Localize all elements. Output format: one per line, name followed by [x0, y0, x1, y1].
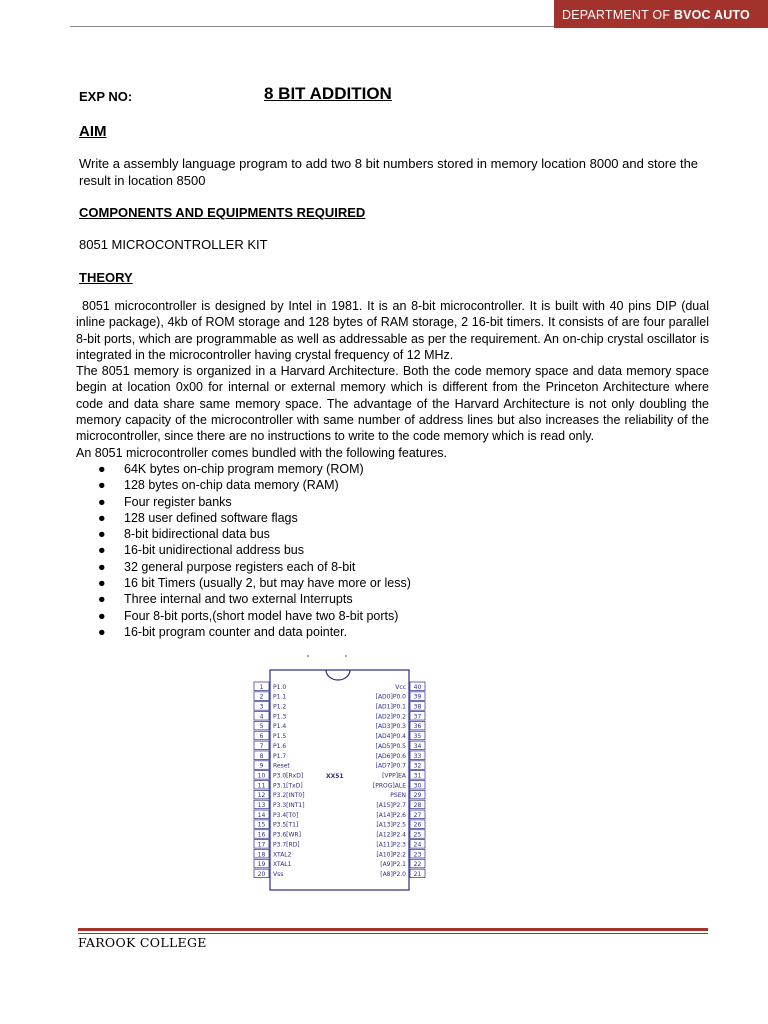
pin-number: 30: [413, 782, 422, 790]
bullet-icon: ●: [98, 624, 106, 639]
pin-number: 33: [413, 752, 422, 760]
feature-item: [98, 624, 411, 640]
footer-college: FAROOK COLLEGE: [78, 935, 207, 950]
pin-number: 7: [259, 742, 264, 750]
feature-item: [98, 591, 411, 607]
pin-name: P3.6[WR]: [273, 831, 301, 839]
pin-name: Vcc: [395, 683, 406, 691]
theory-paragraph-1: 8051 microcontroller is designed by Intel in 1981. It is an 8-bit microcontroller. It is built with 40 pins DIP (dual inline package), 4kb of ROM storage and 128 bytes of RAM storage, 2 16-bit timers. It consists of are four parallel 8-bit ports, which are programmable as well as addressable as per the requirement. An on-chip crystal oscillator is integrated in the microcontroller having crystal frequency of 12 MHz.: [76, 299, 709, 362]
pin-name: P3.0[RxD]: [273, 772, 304, 780]
pin-name: P3.1[TxD]: [273, 782, 303, 790]
pin-number: 40: [413, 683, 422, 691]
pin-number: 6: [259, 733, 264, 741]
bullet-icon: ●: [98, 608, 106, 623]
footer-rule-thin: [78, 933, 708, 934]
pin-name: P3.2[INT0]: [273, 792, 305, 800]
pin-number: 26: [413, 821, 422, 829]
feature-item: [98, 477, 411, 493]
pin-name: P3.7[RD]: [273, 841, 300, 849]
department-banner: [554, 0, 768, 28]
feature-text: 16-bit program counter and data pointer.: [124, 624, 348, 639]
pin-name: [AD6]P0.6: [375, 752, 406, 760]
pin-number: 8: [259, 752, 264, 760]
pin-number: 20: [257, 870, 266, 878]
pin-number: 22: [413, 861, 422, 869]
bullet-icon: ●: [98, 527, 106, 542]
feature-text: 128 bytes on-chip data memory (RAM): [124, 478, 339, 493]
pin-number: 24: [413, 841, 422, 849]
pin-name: P3.5[T1]: [273, 821, 299, 829]
pin-number: 31: [413, 772, 422, 780]
bullet-icon: ●: [98, 494, 106, 509]
pin-number: 27: [413, 811, 422, 819]
pin-number: 13: [257, 802, 266, 809]
pin-number: 9: [259, 762, 264, 770]
bullet-icon: ●: [98, 462, 106, 476]
pin-number: 32: [413, 762, 422, 770]
pin-name: [PROG]ALE: [372, 782, 406, 790]
feature-item: [98, 461, 411, 477]
pin-name: [A14]P2.6: [376, 811, 406, 819]
feature-item: [98, 526, 411, 542]
pin-name: [A10]P2.2: [376, 851, 406, 859]
pin-number: 1: [259, 683, 264, 691]
department-prefix: DEPARTMENT OF: [562, 8, 671, 22]
components-heading: COMPONENTS AND EQUIPMENTS REQUIRED: [79, 205, 366, 220]
pin-name: P1.2: [273, 703, 287, 711]
pin-name: [A12]P2.4: [376, 831, 406, 839]
pin-name: Vss: [273, 870, 284, 878]
feature-item: [98, 494, 411, 510]
pin-number: 3: [259, 703, 264, 711]
pin-name: P1.4: [273, 723, 287, 731]
feature-text: 16 bit Timers (usually 2, but may have more or less): [124, 576, 411, 591]
pin-number: 4: [259, 713, 264, 721]
pin-number: 21: [413, 870, 422, 878]
feature-text: 32 general purpose registers each of 8-bit: [124, 559, 356, 574]
feature-item: [98, 542, 411, 558]
feature-text: 8-bit bidirectional data bus: [124, 527, 270, 542]
pin-number: 2: [259, 693, 264, 701]
feature-item: [98, 575, 411, 591]
pin-name: XTAL2: [273, 851, 292, 859]
pin-name: PSEN: [390, 792, 406, 800]
pin-name: P1.1: [273, 693, 287, 701]
pin-name: P3.3[INT1]: [273, 802, 305, 809]
pin-number: 19: [257, 861, 266, 869]
components-item: 8051 MICROCONTROLLER KIT: [79, 237, 268, 252]
feature-text: Three internal and two external Interrupts: [124, 592, 353, 607]
theory-paragraph-2: The 8051 memory is organized in a Harvard Architecture. Both the code memory space and data memory space begin at location 0x00 for internal or external memory which is different from the Princeton Architecture where code and data share same memory space. The advantage of the Harvard Architecture is not only doubling the memory capacity of the microcontroller with same number of address lines but also increases the reliability of the microcontroller, since there are no instructions to write to the code memory which is read only.: [76, 364, 709, 444]
bullet-icon: ●: [98, 592, 106, 607]
pin-number: 12: [257, 792, 266, 800]
pin-number: 16: [257, 831, 266, 839]
pin-number: 25: [413, 831, 422, 839]
pin-name: [AD0]P0.0: [375, 693, 406, 701]
feature-item: [98, 608, 411, 624]
pin-name: [AD2]P0.2: [375, 713, 406, 721]
pin-name: [A13]P2.5: [376, 821, 406, 829]
feature-text: Four 8-bit ports,(short model have two 8-bit ports): [124, 608, 399, 623]
pin-number: 29: [413, 792, 422, 800]
pin-name: P1.5: [273, 733, 287, 741]
pin-name: [AD1]P0.1: [375, 703, 406, 711]
pin-number: 11: [257, 782, 266, 790]
feature-text: 128 user defined software flags: [124, 510, 298, 525]
pin-name: Reset: [273, 762, 290, 770]
pin-number: 35: [413, 733, 422, 741]
pin-name: [A15]P2.7: [376, 802, 406, 809]
pin-name: [AD5]P0.5: [375, 742, 406, 750]
department-name: BVOC AUTO: [673, 8, 750, 22]
theory-paragraph-3: An 8051 microcontroller comes bundled with the following features.: [76, 445, 448, 460]
bullet-icon: ●: [98, 576, 106, 591]
theory-body: [76, 298, 709, 461]
pin-number: 38: [413, 703, 422, 711]
bullet-icon: ●: [98, 543, 106, 558]
feature-item: [98, 559, 411, 575]
footer-rule: [78, 928, 708, 931]
pin-name: [A9]P2.1: [380, 861, 406, 869]
pin-number: 15: [257, 821, 266, 829]
pin-number: 17: [257, 841, 266, 849]
pin-name: P1.3: [273, 713, 287, 721]
pin-number: 36: [413, 723, 422, 731]
pin-diagram: [250, 652, 430, 894]
pin-name: [AD7]P0.7: [375, 762, 406, 770]
pin-number: 37: [413, 713, 422, 721]
pin-name: [AD4]P0.4: [375, 733, 406, 741]
pin-number: 14: [257, 811, 266, 819]
pin-name: P1.7: [273, 752, 287, 760]
chip-notch: [326, 670, 350, 680]
pin-number: 18: [257, 851, 266, 859]
aim-text: Write a assembly language program to add two 8 bit numbers stored in memory location 8000 and store the result in location 8500: [79, 156, 699, 188]
exp-no-label: EXP NO:: [79, 89, 133, 104]
pin-name: P3.4[T0]: [273, 811, 299, 819]
pin-name: P1.0: [273, 683, 287, 691]
chip-label: XX51: [326, 773, 344, 780]
pin-name: [A11]P2.3: [376, 841, 406, 849]
pin-name: [AD3]P0.3: [375, 723, 406, 731]
pin-name: P1.6: [273, 742, 287, 750]
pin-number: 34: [413, 742, 422, 750]
feature-text: 64K bytes on-chip program memory (ROM): [124, 462, 364, 476]
bullet-icon: ●: [98, 478, 106, 493]
pin-number: 5: [259, 723, 264, 731]
aim-heading: AIM: [79, 123, 107, 140]
page-title: 8 BIT ADDITION: [264, 84, 392, 103]
pin-name: [VPP]EA: [382, 772, 406, 780]
feature-text: Four register banks: [124, 494, 232, 509]
theory-heading: THEORY: [79, 270, 133, 285]
feature-list: [98, 461, 411, 640]
pin-name: XTAL1: [273, 861, 292, 869]
pin-number: 10: [257, 772, 266, 780]
pin-name: [A8]P2.0: [380, 870, 406, 878]
pin-number: 39: [413, 693, 422, 701]
pin-number: 28: [413, 802, 422, 809]
bullet-icon: ●: [98, 559, 106, 574]
feature-text: 16-bit unidirectional address bus: [124, 543, 304, 558]
header-rule: [70, 26, 556, 27]
pin-number: 23: [413, 851, 422, 859]
feature-item: [98, 510, 411, 526]
bullet-icon: ●: [98, 510, 106, 525]
